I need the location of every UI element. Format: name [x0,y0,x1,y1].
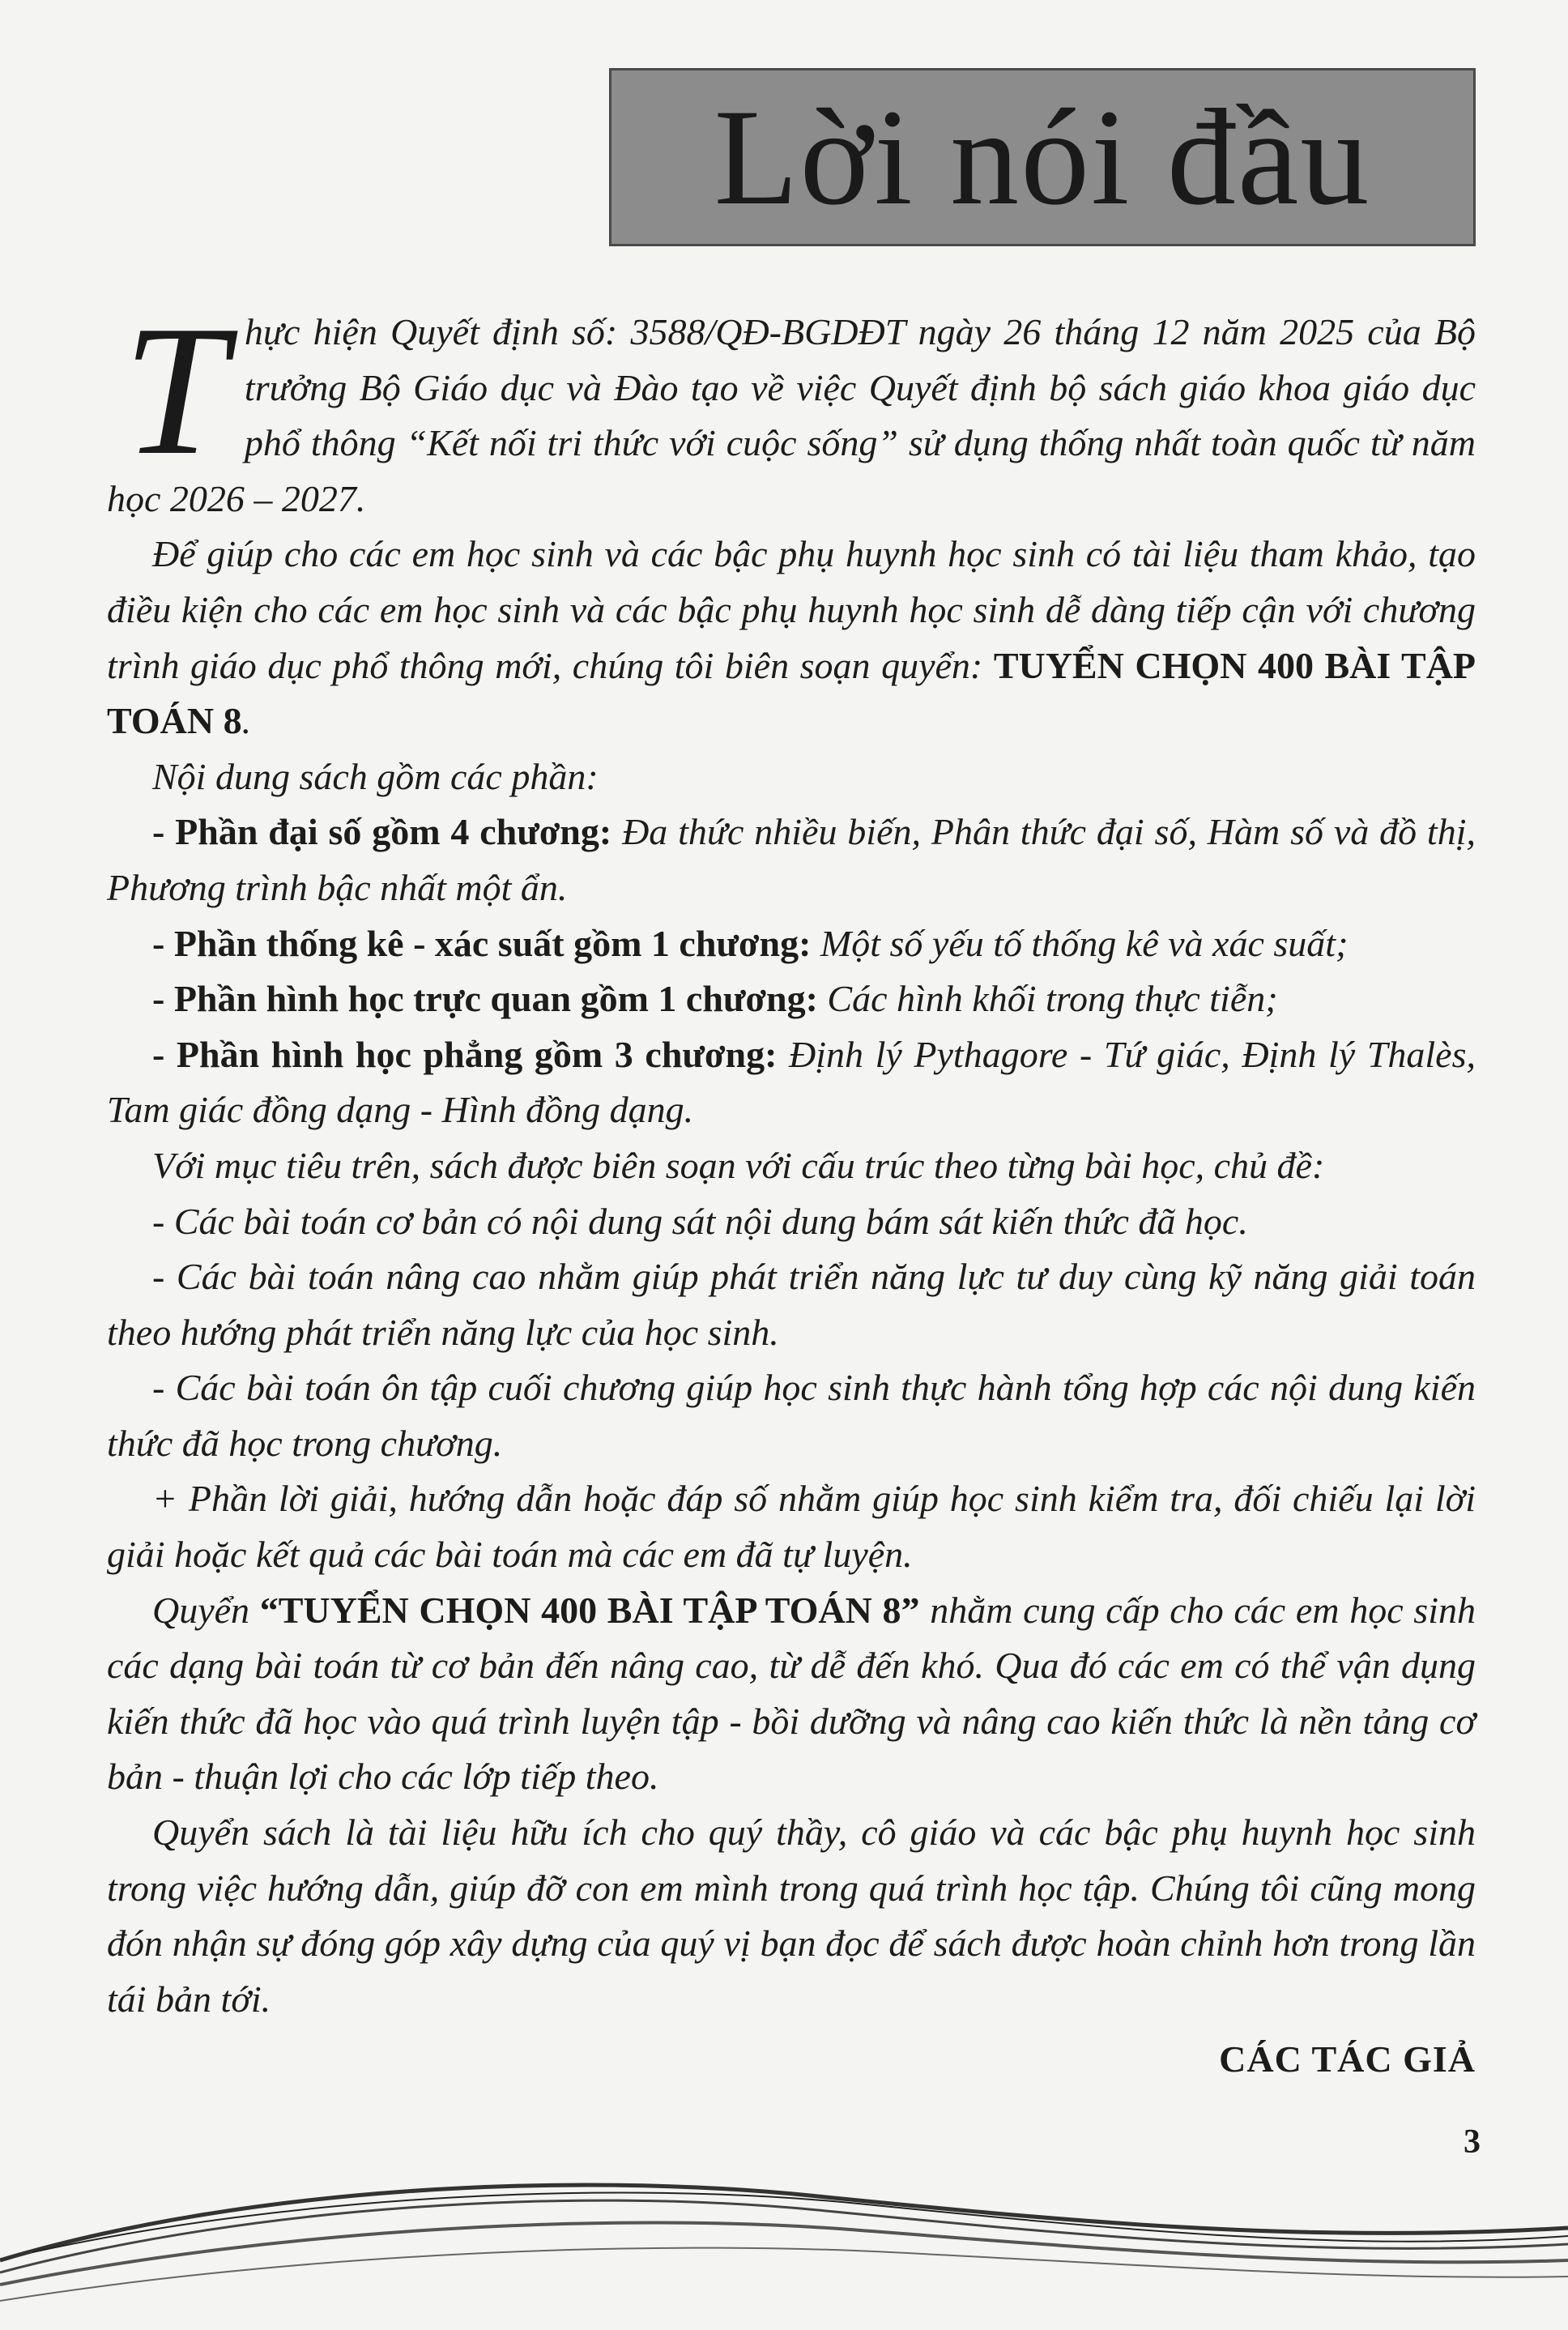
purpose-text: Để giúp cho các em học sinh và các bậc phụ huynh học sinh có tài liệu tham khảo, tạo điều kiện cho các em học sinh và các bậc phụ huynh học sinh dễ dàng tiếp cận với chương trình giáo dục phổ thông mới, chúng tôi biên soạn quyển: [107,533,1476,686]
part-label: - Phần hình học phẳng gồm 3 chương: [152,1033,778,1075]
author-signature: CÁC TÁC GIẢ [1219,2038,1476,2080]
book-title: TUYỂN CHỌN 400 BÀI TẬP TOÁN 8 [107,644,1476,742]
part-item [107,1027,1476,1138]
purpose-end: . [241,700,252,742]
decorative-waves [0,2139,1568,2330]
structure-item: + Phần lời giải, hướng dẫn hoặc đáp số nhằm giúp học sinh kiểm tra, đối chiếu lại lời giải hoặc kết quả các bài toán mà các em đã tự luyện. [107,1478,1476,1576]
part-text: Định lý Pythagore - Tứ giác, Định lý Thalès, Tam giác đồng dạng - Hình đồng dạng. [107,1033,1476,1131]
page-number: 3 [1464,2123,1481,2161]
structure-intro: Với mục tiêu trên, sách được biên soạn với cấu trúc theo từng bài học, chủ đề: [152,1144,1325,1186]
part-label: - Phần hình học trực quan gồm 1 chương: [152,978,818,1020]
closing-paragraph: Quyển sách là tài liệu hữu ích cho quý thầy, cô giáo và các bậc phụ huynh học sinh trong việc hướng dẫn, giúp đỡ con em mình trong quá trình học tập. Chúng tôi cũng mong đón nhận sự đóng góp xây dựng của quý vị bạn đọc để sách được hoàn chỉnh hơn trong lần tái bản tới. [107,1812,1476,2020]
part-label: - Phần đại số gồm 4 chương: [152,811,612,853]
intro-paragraph [107,287,1476,527]
title-banner [609,68,1476,246]
part-text: Một số yếu tố thống kê và xác suất; [811,922,1349,964]
part-text: Đa thức nhiều biến, Phân thức đại số, Hàm số và đồ thị, Phương trình bậc nhất một ẩn. [107,811,1476,908]
part-text: Các hình khối trong thực tiễn; [817,978,1278,1020]
structure-item: - Các bài toán cơ bản có nội dung sát nội dung bám sát kiến thức đã học. [152,1200,1248,1242]
goal-paragraph [107,1583,1476,1805]
goal-book-title: “TUYỂN CHỌN 400 BÀI TẬP TOÁN 8” [259,1589,920,1631]
goal-text: nhằm cung cấp cho các em học sinh các dạng bài toán từ cơ bản đến nâng cao, từ dễ đến khó. Qua đó các em có thể vận dụng kiến thức đã học vào quá trình luyện tập - bồi dưỡng và nâng cao kiến thức là nền tảng cơ bản - thuận lợi cho các lớp tiếp theo. [107,1589,1476,1798]
structure-item: - Các bài toán nâng cao nhằm giúp phát triển năng lực tư duy cùng kỹ năng giải toán theo hướng phát triển năng lực của học sinh. [107,1256,1476,1353]
goal-pre: Quyển [152,1589,260,1631]
part-item [107,971,1476,1027]
part-item [107,804,1476,915]
contents-intro: Nội dung sách gồm các phần: [152,755,599,797]
intro-text: hực hiện Quyết định số: 3588/QĐ-BGDĐT ngày 26 tháng 12 năm 2025 của Bộ trưởng Bộ Giáo dục và Đào tạo về việc Quyết định bộ sách giáo khoa giáo dục phổ thông “Kết nối tri thức với cuộc sống” sử dụng thống nhất toàn quốc từ năm học 2026 – 2027. [107,311,1476,519]
part-item [107,916,1476,972]
structure-item: - Các bài toán ôn tập cuối chương giúp học sinh thực hành tổng hợp các nội dung kiến thức đã học trong chương. [107,1367,1476,1464]
preface-body [107,287,1476,2088]
drop-cap: T [123,287,227,493]
purpose-paragraph [107,527,1476,749]
part-label: - Phần thống kê - xác suất gồm 1 chương: [152,922,812,964]
page-title: Lời nói đầu [714,81,1371,233]
wave-line [0,2248,1568,2301]
